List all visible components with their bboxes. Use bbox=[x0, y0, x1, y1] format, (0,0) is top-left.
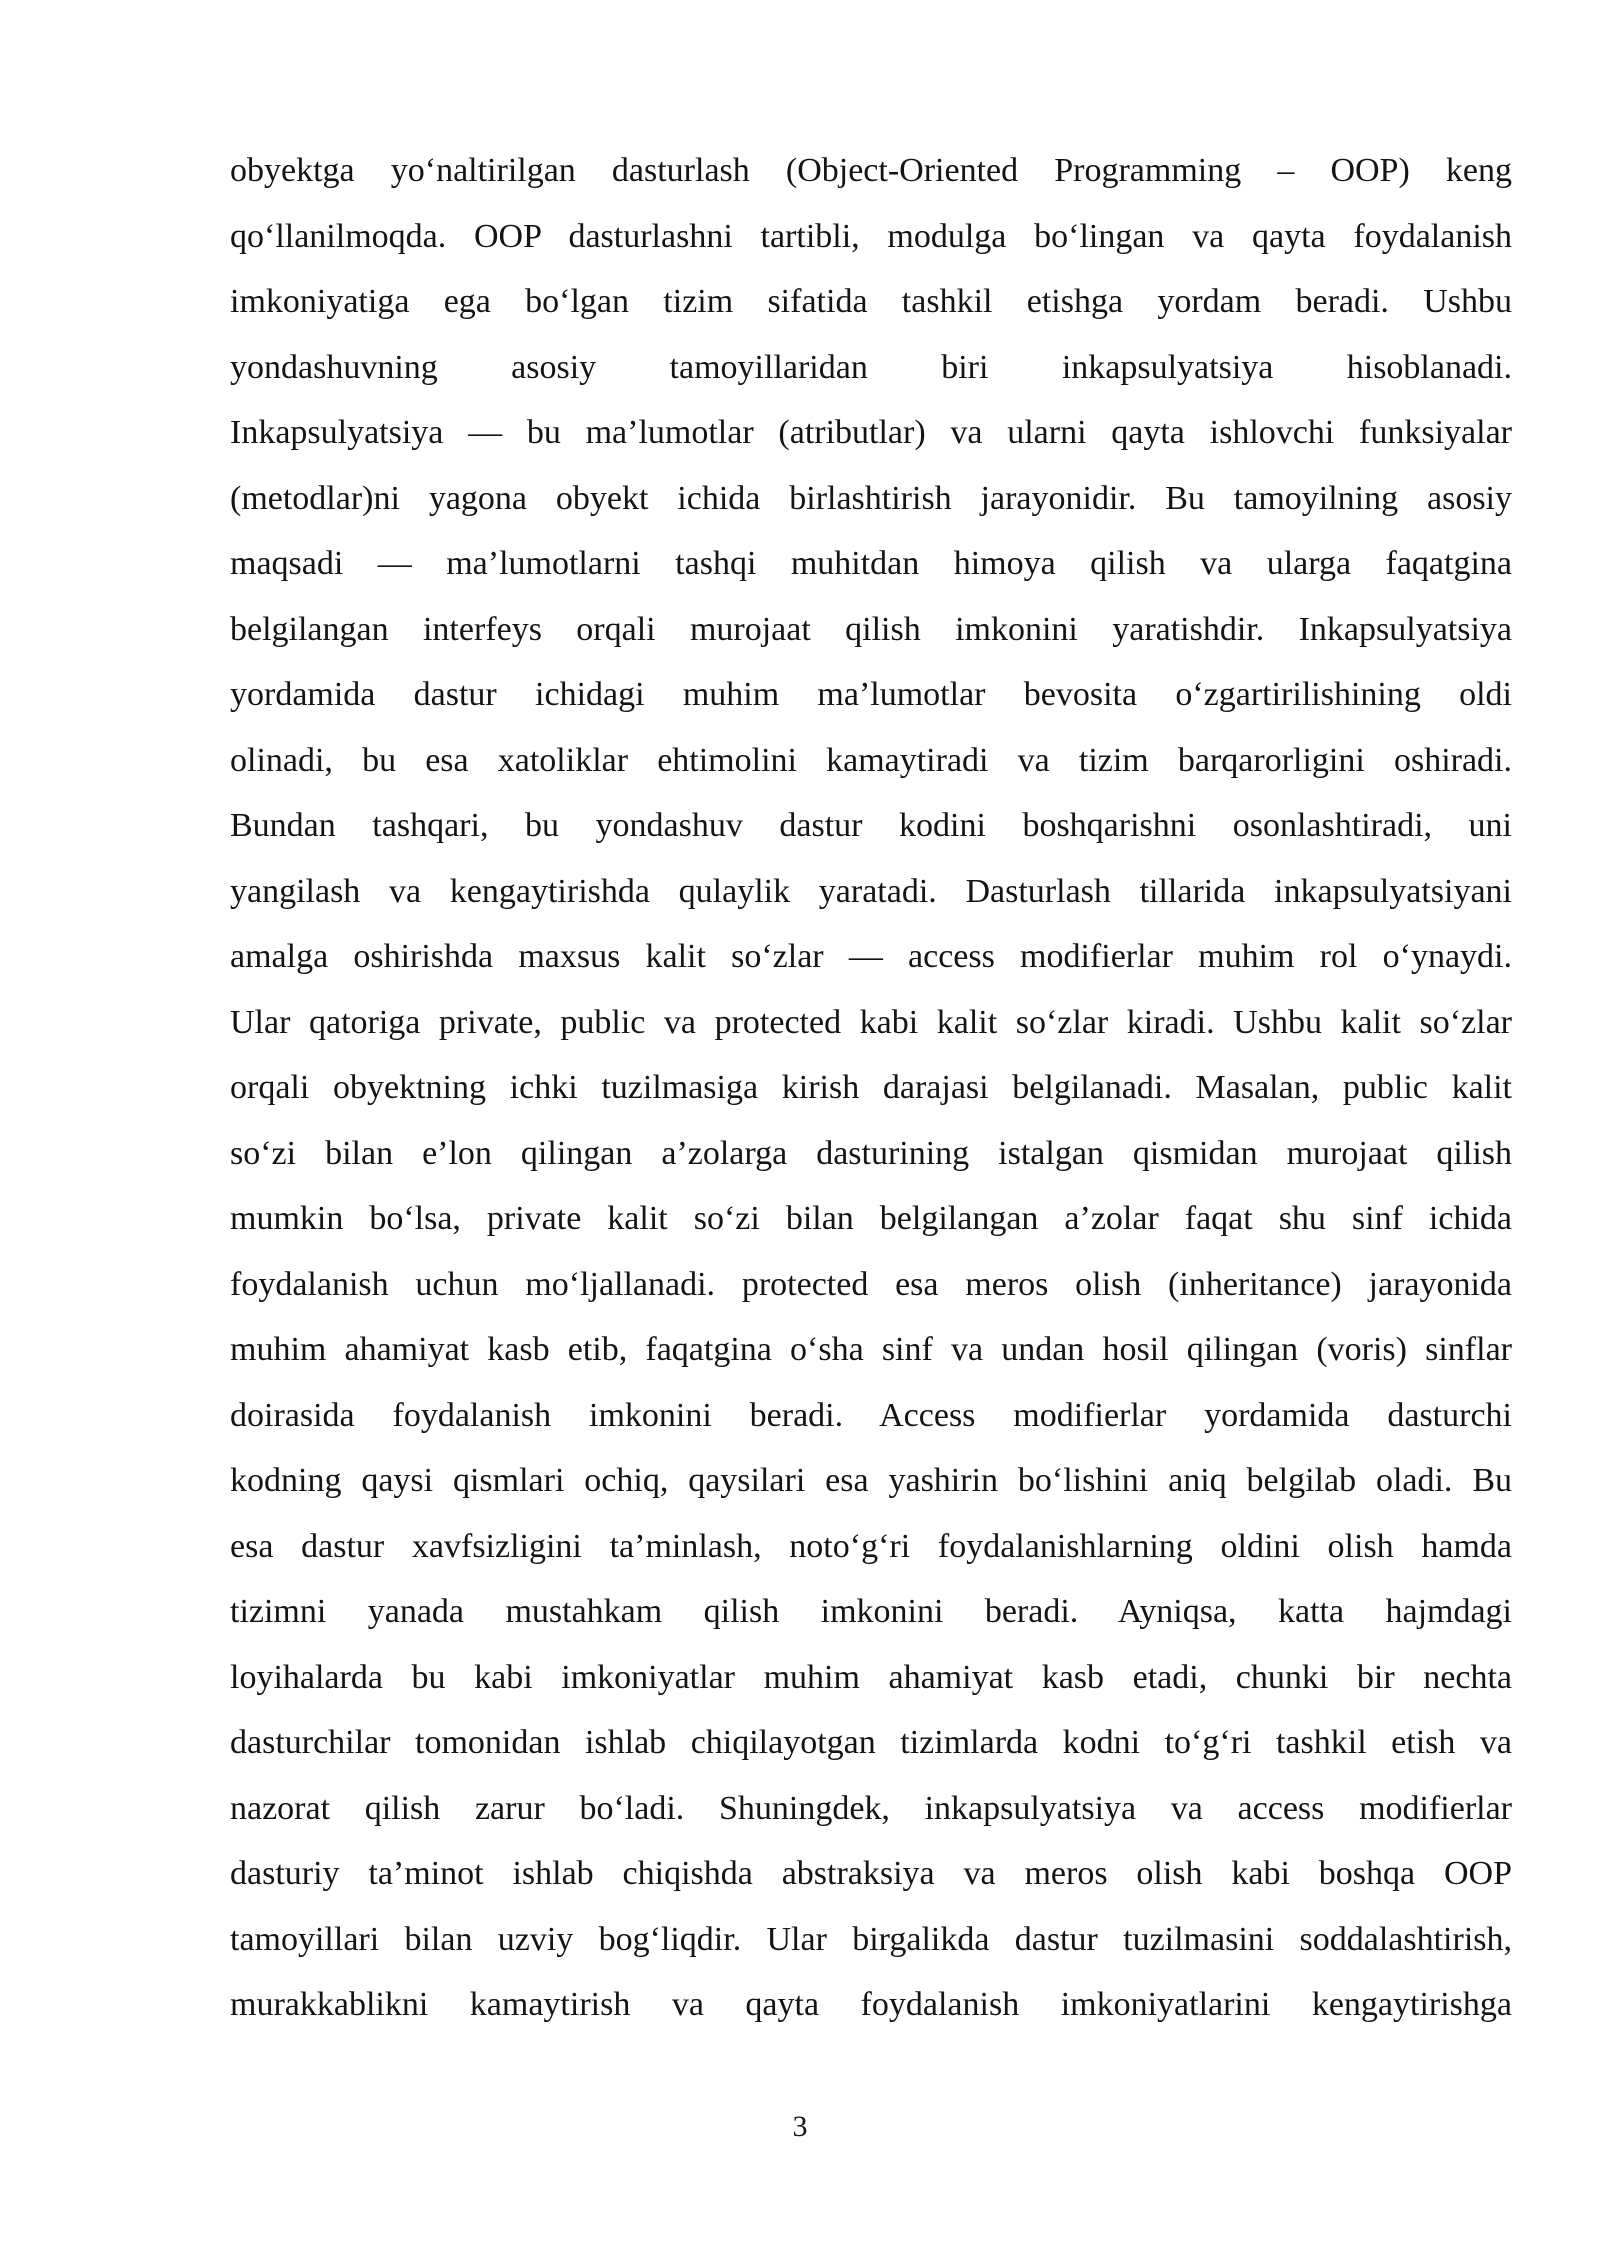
text-line: dasturiy ta’minot ishlab chiqishda abstraksiya va meros olish kabi boshqa OOP bbox=[230, 1855, 1512, 1892]
page-number: 3 bbox=[792, 2110, 808, 2143]
text-line: tizimni yanada mustahkam qilish imkonini beradi. Ayniqsa, katta hajmdagi bbox=[230, 1593, 1512, 1630]
body-paragraph bbox=[230, 138, 1512, 2038]
text-line: so‘zi bilan e’lon qilingan a’zolarga dasturining istalgan qismidan murojaat qilish bbox=[230, 1134, 1512, 1172]
text-line: orqali obyektning ichki tuzilmasiga kirish darajasi belgilanadi. Masalan, public kalit bbox=[230, 1069, 1512, 1106]
text-line: foydalanish uchun mo‘ljallanadi. protected esa meros olish (inheritance) jarayonida bbox=[230, 1265, 1512, 1303]
text-line: Inkapsulyatsiya — bu ma’lumotlar (atributlar) va ularni qayta ishlovchi funksiyalar bbox=[230, 414, 1512, 451]
text-line: esa dastur xavfsizligini ta’minlash, noto‘g‘ri foydalanishlarning oldini olish hamda bbox=[230, 1527, 1512, 1565]
text-line: maqsadi — ma’lumotlarni tashqi muhitdan himoya qilish va ularga faqatgina bbox=[230, 545, 1512, 582]
text-line: amalga oshirishda maxsus kalit so‘zlar — access modifierlar muhim rol o‘ynaydi. bbox=[230, 938, 1512, 975]
text-line: olinadi, bu esa xatoliklar ehtimolini kamaytiradi va tizim barqarorligini oshiradi. bbox=[230, 741, 1512, 779]
text-line: murakkablikni kamaytirish va qayta foydalanish imkoniyatlarini kengaytirishga bbox=[230, 1986, 1512, 2023]
text-line: yordamida dastur ichidagi muhim ma’lumotlar bevosita o‘zgartirilishining oldi bbox=[230, 676, 1512, 713]
text-line: Bundan tashqari, bu yondashuv dastur kodini boshqarishni osonlashtiradi, uni bbox=[230, 807, 1512, 844]
text-line: Ular qatoriga private, public va protected kabi kalit so‘zlar kiradi. Ushbu kalit so‘zlar bbox=[230, 1003, 1512, 1041]
text-line: kodning qaysi qismlari ochiq, qaysilari esa yashirin bo‘lishini aniq belgilab oladi. Bu bbox=[230, 1462, 1512, 1499]
text-line: imkoniyatiga ega bo‘lgan tizim sifatida tashkil etishga yordam beradi. Ushbu bbox=[230, 283, 1512, 320]
text-line: yangilash va kengaytirishda qulaylik yaratadi. Dasturlash tillarida inkapsulyatsiyani bbox=[230, 872, 1512, 910]
text-line: dasturchilar tomonidan ishlab chiqilayotgan tizimlarda kodni to‘g‘ri tashkil etish va bbox=[230, 1724, 1512, 1761]
text-line: tamoyillari bilan uzviy bog‘liqdir. Ular birgalikda dastur tuzilmasini soddalashtirish, bbox=[230, 1920, 1512, 1958]
text-line: yondashuvning asosiy tamoyillaridan biri inkapsulyatsiya hisoblanadi. bbox=[230, 348, 1512, 386]
text-line: loyihalarda bu kabi imkoniyatlar muhim ahamiyat kasb etadi, chunki bir nechta bbox=[230, 1658, 1512, 1696]
text-line: mumkin bo‘lsa, private kalit so‘zi bilan belgilangan a’zolar faqat shu sinf ichida bbox=[230, 1200, 1512, 1237]
text-line: qo‘llanilmoqda. OOP dasturlashni tartibli, modulga bo‘lingan va qayta foydalanish bbox=[230, 217, 1512, 255]
text-line: (metodlar)ni yagona obyekt ichida birlashtirish jarayonidir. Bu tamoyilning asosiy bbox=[230, 479, 1512, 517]
text-line: nazorat qilish zarur bo‘ladi. Shuningdek, inkapsulyatsiya va access modifierlar bbox=[230, 1789, 1512, 1827]
text-line: obyektga yo‘naltirilgan dasturlash (Object-Oriented Programming – OOP) keng bbox=[230, 152, 1512, 189]
text-line: doirasida foydalanish imkonini beradi. Access modifierlar yordamida dasturchi bbox=[230, 1396, 1512, 1434]
text-line: muhim ahamiyat kasb etib, faqatgina o‘sha sinf va undan hosil qilingan (voris) sinflar bbox=[230, 1331, 1512, 1368]
text-line: belgilangan interfeys orqali murojaat qilish imkonini yaratishdir. Inkapsulyatsiya bbox=[230, 610, 1512, 648]
